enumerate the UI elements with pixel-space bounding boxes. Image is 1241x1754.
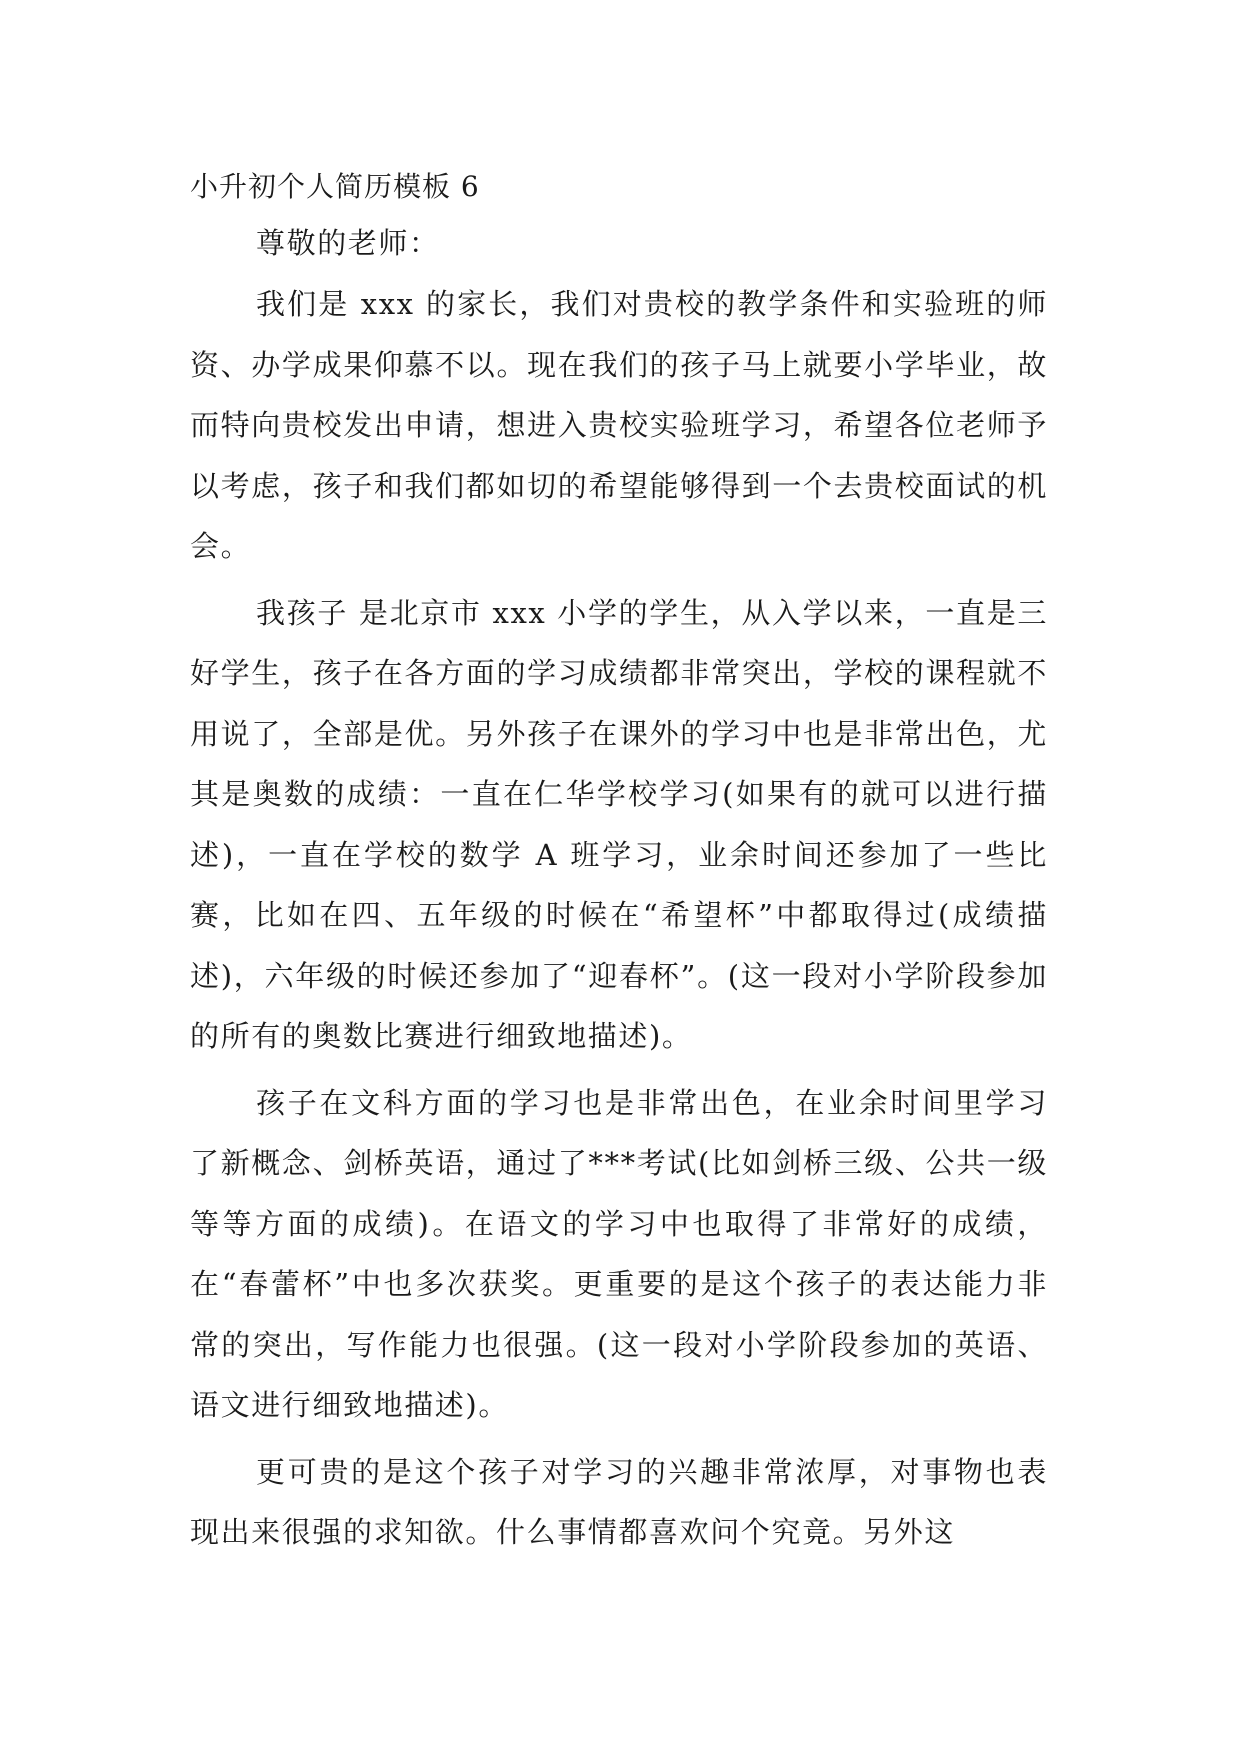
paragraph-interest: 更可贵的是这个孩子对学习的兴趣非常浓厚，对事物也表现出来很强的求知欲。什么事情都喜欢问个究竟。另外这 — [190, 1454, 1048, 1549]
paragraph-language: 孩子在文科方面的学习也是非常出色，在业余时间里学习了新概念、剑桥英语，通过了***考试(比如剑桥三级、公共一级等等方面的成绩)。在语文的学习中也取得了非常好的成绩，在“春蕾杯”中也多次获奖。更重要的是这个孩子的表达能力非常的突出，写作能力也很强。(这一段对小学阶段参加的英语、语文进行细致地描述)。 — [190, 1085, 1048, 1422]
document-title: 小升初个人简历模板 6 — [190, 170, 480, 203]
paragraph-intro: 我们是 xxx 的家长，我们对贵校的教学条件和实验班的师资、办学成果仰慕不以。现在我们的孩子马上就要小学毕业，故而特向贵校发出申请，想进入贵校实验班学习，希望各位老师予以考虑，孩子和我们都如切的希望能够得到一个去贵校面试的机会。 — [190, 287, 1048, 563]
salutation: 尊敬的老师： — [256, 226, 440, 260]
document-body — [190, 160, 1048, 1563]
paragraph-math: 我孩子 是北京市 xxx 小学的学生，从入学以来，一直是三好学生，孩子在各方面的学习成绩都非常突出，学校的课程就不用说了，全部是优。另外孩子在课外的学习中也是非常出色，尤其是奥数的成绩：一直在仁华学校学习(如果有的就可以进行描述)，一直在学校的数学 A 班学习，业余时间还参加了一些比赛，比如在四、五年级的时候在“希望杯”中都取得过(成绩描述)，六年级的时候还参加了“迎春杯”。(这一段对小学阶段参加的所有的奥数比赛进行细致地描述)。 — [190, 595, 1048, 1053]
